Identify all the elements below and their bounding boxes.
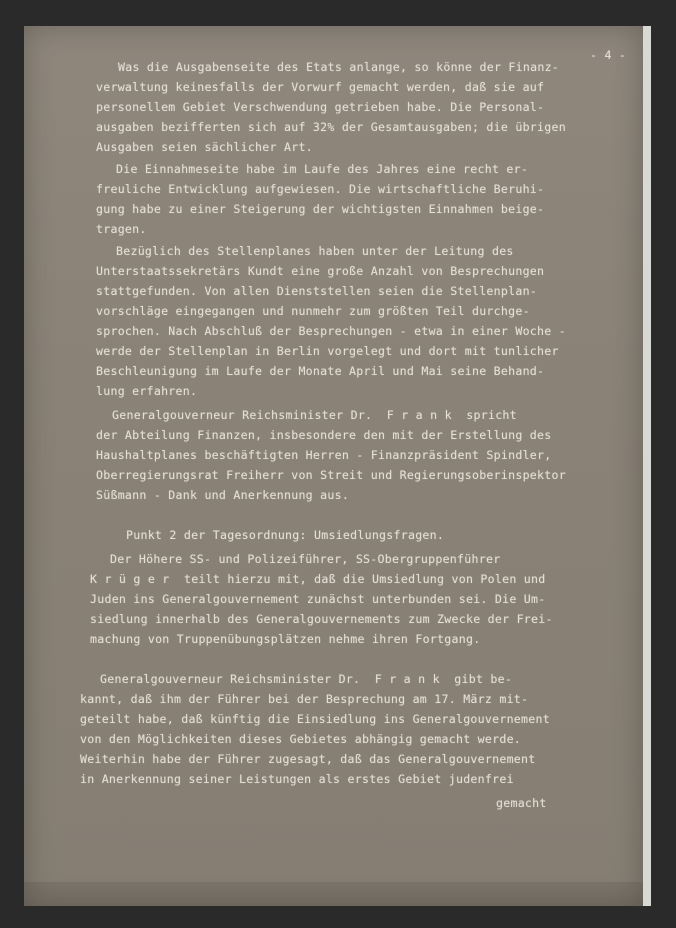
text-line: lung erfahren. [96, 384, 198, 398]
text-line: Generalgouverneur Reichsminister Dr. F r a n k gibt be- [100, 672, 513, 686]
text-line: Süßmann - Dank und Anerkennung aus. [96, 488, 350, 502]
document-page [24, 26, 643, 906]
text-line: geteilt habe, daß künftig die Einsiedlung ins Generalgouvernement [80, 712, 550, 726]
text-line: Ausgaben seien sächlicher Art. [96, 140, 313, 154]
text-line: sprochen. Nach Abschluß der Besprechungen - etwa in einer Woche - [96, 324, 566, 338]
text-line: der Abteilung Finanzen, insbesondere den mit der Erstellung des [96, 428, 552, 442]
text-line: verwaltung keinesfalls der Vorwurf gemacht werden, daß sie auf [96, 80, 545, 94]
text-line: freuliche Entwicklung aufgewiesen. Die wirtschaftliche Beruhi- [96, 182, 545, 196]
text-line: personellem Gebiet Verschwendung getrieben habe. Die Personal- [96, 100, 545, 114]
text-line: Beschleunigung im Laufe der Monate April und Mai seine Behand- [96, 364, 545, 378]
text-line: stattgefunden. Von allen Dienststellen seien die Stellenplan- [96, 284, 538, 298]
text-line: K r ü g e r teilt hierzu mit, daß die Umsiedlung von Polen und [90, 572, 546, 586]
text-line: kannt, daß ihm der Führer bei der Besprechung am 17. März mit- [80, 692, 529, 706]
text-line: Was die Ausgabenseite des Etats anlange, so könne der Finanz- [118, 60, 560, 74]
text-line: tragen. [96, 222, 147, 236]
text-line: Oberregierungsrat Freiherr von Streit und Regierungsoberinspektor [96, 468, 566, 482]
text-line: Unterstaatssekretärs Kundt eine große Anzahl von Besprechungen [96, 264, 545, 278]
text-line: vorschläge eingegangen und nunmehr zum größten Teil durchge- [96, 304, 530, 318]
text-line: siedlung innerhalb des Generalgouvernements zum Zwecke der Frei- [90, 612, 553, 626]
text-line: in Anerkennung seiner Leistungen als erstes Gebiet judenfrei [80, 772, 514, 786]
text-line: von den Möglichkeiten dieses Gebietes abhängig gemacht werde. [80, 732, 522, 746]
text-line: Generalgouverneur Reichsminister Dr. F r a n k spricht [112, 408, 517, 422]
text-line: gung habe zu einer Steigerung der wichtigsten Einnahmen beige- [96, 202, 545, 216]
text-line: Der Höhere SS- und Polizeiführer, SS-Obergruppenführer [110, 552, 501, 566]
text-line: Die Einnahmeseite habe im Laufe des Jahres eine recht er- [116, 162, 529, 176]
text-line: Weiterhin habe der Führer zugesagt, daß das Generalgouvernement [80, 752, 536, 766]
page-number: - 4 - [590, 48, 627, 62]
text-line: Bezüglich des Stellenplanes haben unter der Leitung des [116, 244, 514, 258]
text-line: werde der Stellenplan in Berlin vorgelegt und dort mit tunlicher [96, 344, 559, 358]
text-line: Juden ins Generalgouvernement zunächst unterbunden sei. Die Um- [90, 592, 546, 606]
text-line: gemacht [496, 796, 547, 810]
scan-edge [643, 26, 651, 906]
text-line: ausgaben bezifferten sich auf 32% der Gesamtausgaben; die übrigen [96, 120, 566, 134]
text-line: Punkt 2 der Tagesordnung: Umsiedlungsfragen. [126, 528, 445, 542]
text-line: machung von Truppenübungsplätzen nehme ihren Fortgang. [90, 632, 481, 646]
text-line: Haushaltplanes beschäftigten Herren - Finanzpräsident Spindler, [96, 448, 552, 462]
scan-shadow [24, 882, 643, 906]
